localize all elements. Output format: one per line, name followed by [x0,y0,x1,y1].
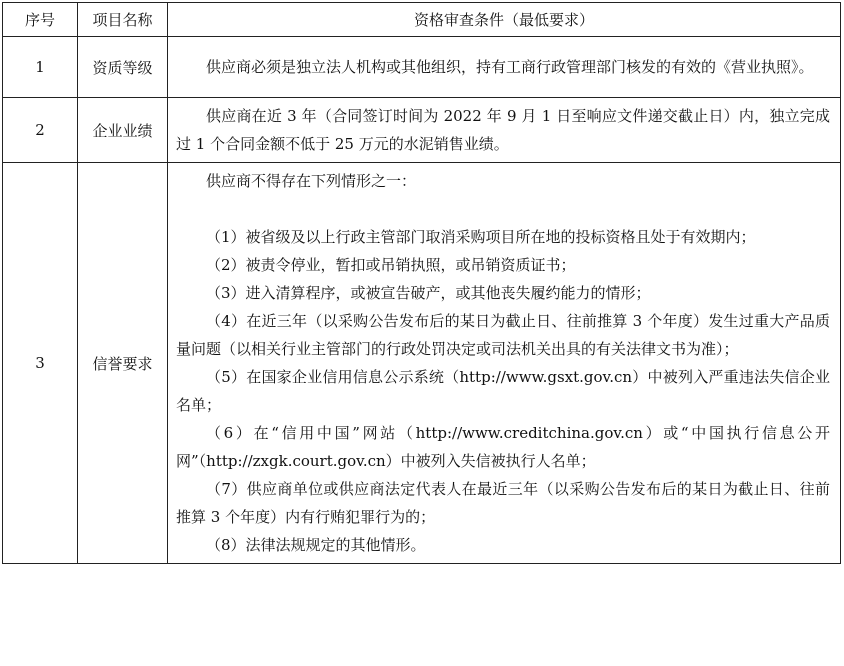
condition-item-4: （4）在近三年（以采购公告发布后的某日为截止日、往前推算 3 个年度）发生过重大产品质量问题（以相关行业主管部门的行政处罚决定或司法机关出具的有关法律文书为准）； [176,312,830,358]
header-item-name: 项目名称 [78,3,168,37]
condition-paragraph: 供应商必须是独立法人机构或其他组织，持有工商行政管理部门核发的有效的《营业执照》。 [206,58,814,76]
condition-paragraph: 供应商在近 3 年（合同签订时间为 2022 年 9 月 1 日至响应文件递交截止日）内，独立完成过 1 个合同金额不低于 25 万元的水泥销售业绩。 [176,107,830,153]
row-serial-number: 1 [3,37,78,98]
header-serial-number: 序号 [3,3,78,37]
condition-item-6: （6）在“信用中国”网站（http://www.creditchina.gov.cn）或“中国执行信息公开网”（http://zxgk.court.gov.cn）中被列入失信被执行人名单； [176,424,830,470]
table-header-row [3,3,841,37]
row-conditions [168,98,841,163]
table-row [3,37,841,98]
row-item-name: 资质等级 [78,37,168,98]
row-serial-number: 3 [3,163,78,564]
row-serial-number: 2 [3,98,78,163]
table-row [3,98,841,163]
header-conditions: 资格审查条件（最低要求） [168,3,841,37]
condition-item-1: （1）被省级及以上行政主管部门取消采购项目所在地的投标资格且处于有效期内； [206,228,756,246]
row-conditions [168,163,841,564]
qualification-table [2,2,841,564]
table-row [3,163,841,564]
row-item-name: 信誉要求 [78,163,168,564]
condition-intro: 供应商不得存在下列情形之一： [206,172,417,190]
condition-item-3: （3）进入清算程序，或被宣告破产，或其他丧失履约能力的情形； [206,284,651,302]
condition-item-8: （8）法律法规规定的其他情形。 [206,536,426,554]
condition-item-2: （2）被责令停业，暂扣或吊销执照，或吊销资质证书； [206,256,576,274]
row-conditions [168,37,841,98]
condition-item-5: （5）在国家企业信用信息公示系统（http://www.gsxt.gov.cn）中被列入严重违法失信企业名单； [176,368,830,414]
condition-item-7: （7）供应商单位或供应商法定代表人在最近三年（以采购公告发布后的某日为截止日、往前推算 3 个年度）内有行贿犯罪行为的； [176,480,830,526]
row-item-name: 企业业绩 [78,98,168,163]
